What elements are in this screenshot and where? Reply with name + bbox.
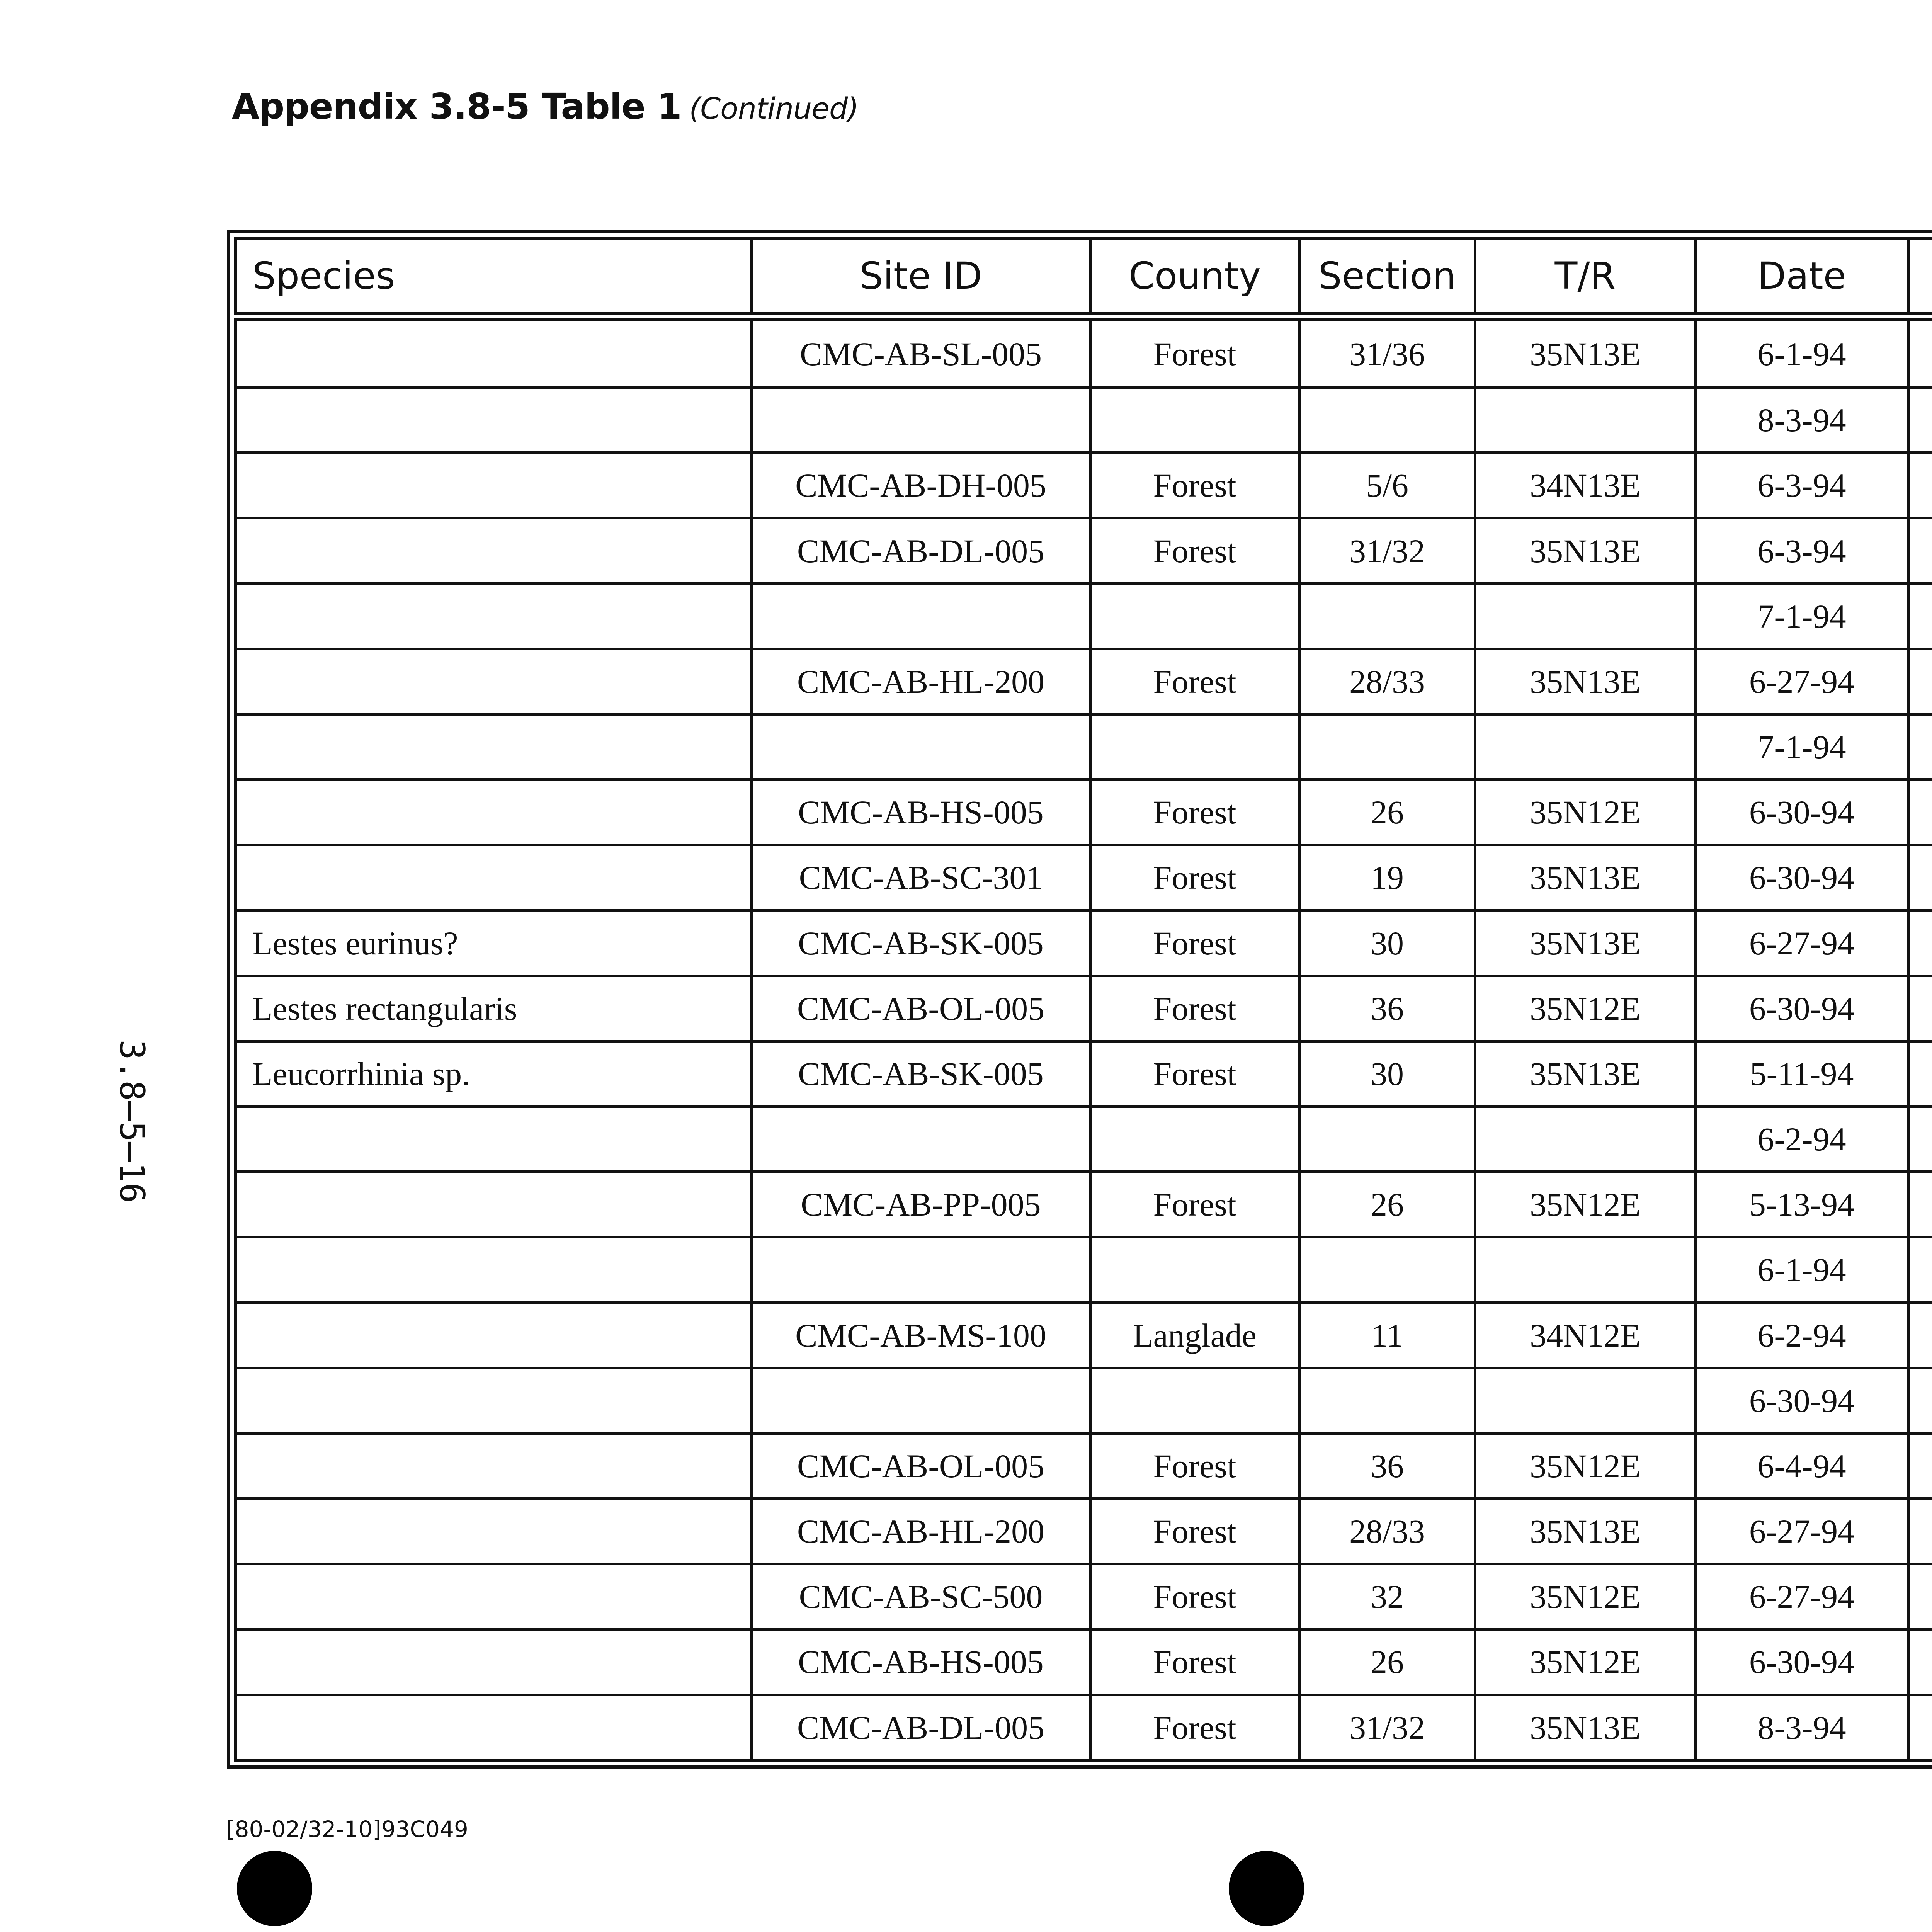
cell-tr: 35N13E [1475, 317, 1696, 388]
cell-site-id: CMC-AB-HS-005 [752, 780, 1090, 845]
cell-county [1090, 388, 1299, 453]
cell-species [236, 1368, 752, 1433]
cell-site-id: CMC-AB-OL-005 [752, 976, 1090, 1041]
cell-county: Forest [1090, 976, 1299, 1041]
table-row [236, 1172, 1932, 1237]
cell-section: 32 [1299, 1564, 1475, 1629]
cell-date: 5-11-94 [1696, 1041, 1908, 1106]
cell-date: 6-27-94 [1696, 910, 1908, 976]
cell-section [1299, 714, 1475, 779]
cell-date: 6-30-94 [1696, 780, 1908, 845]
column-header-site-id: Site ID [752, 238, 1090, 317]
table-heading [232, 86, 859, 127]
cell-date: 8-3-94 [1696, 388, 1908, 453]
table-frame [227, 230, 1932, 1769]
cell-section: 5/6 [1299, 453, 1475, 518]
cell-species [236, 1107, 752, 1172]
cell-species [236, 453, 752, 518]
cell-county: Forest [1090, 518, 1299, 583]
cell-section [1299, 583, 1475, 649]
cell-section [1299, 388, 1475, 453]
column-header-species: Species [236, 238, 752, 317]
cell-section: 26 [1299, 1172, 1475, 1237]
cell-date: 6-30-94 [1696, 976, 1908, 1041]
cell-section: 19 [1299, 845, 1475, 910]
table-row [236, 1041, 1932, 1106]
cell-section [1299, 1368, 1475, 1433]
cell-section: 31/36 [1299, 317, 1475, 388]
cell-site-id: CMC-AB-SK-005 [752, 1041, 1090, 1106]
table-row [236, 583, 1932, 649]
cell-form [1908, 317, 1932, 388]
table-row [236, 780, 1932, 845]
cell-county [1090, 714, 1299, 779]
cell-tr: 35N13E [1475, 910, 1696, 976]
cell-tr: 35N12E [1475, 780, 1696, 845]
cell-county [1090, 1237, 1299, 1303]
cell-species [236, 1695, 752, 1760]
cell-date: 6-27-94 [1696, 1564, 1908, 1629]
cell-species [236, 649, 752, 714]
cell-species [236, 317, 752, 388]
column-header-date: Date [1696, 238, 1908, 317]
cell-county: Forest [1090, 1433, 1299, 1498]
cell-species: Lestes rectangularis [236, 976, 752, 1041]
cell-form [1908, 780, 1932, 845]
table-subtitle: (Continued) [689, 91, 859, 126]
cell-tr: 35N12E [1475, 976, 1696, 1041]
cell-form [1908, 910, 1932, 976]
cell-date: 5-13-94 [1696, 1172, 1908, 1237]
cell-site-id: CMC-AB-HL-200 [752, 649, 1090, 714]
table-title: Appendix 3.8-5 Table 1 [232, 86, 682, 127]
cell-county: Forest [1090, 317, 1299, 388]
cell-species [236, 1172, 752, 1237]
cell-date: 6-30-94 [1696, 845, 1908, 910]
cell-county [1090, 583, 1299, 649]
cell-county: Forest [1090, 649, 1299, 714]
table-row [236, 1564, 1932, 1629]
cell-form [1908, 1695, 1932, 1760]
table-row [236, 1237, 1932, 1303]
cell-section [1299, 1107, 1475, 1172]
cell-county: Forest [1090, 910, 1299, 976]
table-row [236, 317, 1932, 388]
cell-date: 6-3-94 [1696, 518, 1908, 583]
cell-form [1908, 976, 1932, 1041]
cell-county: Forest [1090, 1695, 1299, 1760]
cell-form [1908, 649, 1932, 714]
cell-date: 6-1-94 [1696, 317, 1908, 388]
cell-tr: 35N12E [1475, 1433, 1696, 1498]
cell-site-id [752, 388, 1090, 453]
cell-tr [1475, 1368, 1696, 1433]
cell-species [236, 1237, 752, 1303]
cell-site-id [752, 583, 1090, 649]
table-row [236, 1499, 1932, 1564]
cell-site-id: CMC-AB-HS-005 [752, 1629, 1090, 1695]
table-row [236, 1107, 1932, 1172]
cell-site-id [752, 1107, 1090, 1172]
cell-form [1908, 1499, 1932, 1564]
cell-species [236, 388, 752, 453]
cell-species [236, 518, 752, 583]
cell-tr [1475, 388, 1696, 453]
cell-section: 28/33 [1299, 649, 1475, 714]
cell-section: 31/32 [1299, 1695, 1475, 1760]
page-number: 3.8–5–16 [112, 1039, 152, 1203]
cell-species [236, 1499, 752, 1564]
cell-date: 6-30-94 [1696, 1629, 1908, 1695]
cell-tr: 35N13E [1475, 1499, 1696, 1564]
cell-site-id: CMC-AB-DH-005 [752, 453, 1090, 518]
cell-date: 6-27-94 [1696, 1499, 1908, 1564]
cell-tr [1475, 1107, 1696, 1172]
cell-tr: 34N13E [1475, 453, 1696, 518]
cell-date: 6-1-94 [1696, 1237, 1908, 1303]
cell-form [1908, 1564, 1932, 1629]
table-row [236, 1629, 1932, 1695]
cell-tr: 35N12E [1475, 1172, 1696, 1237]
cell-site-id [752, 714, 1090, 779]
cell-county: Forest [1090, 1564, 1299, 1629]
cell-date: 8-3-94 [1696, 1695, 1908, 1760]
cell-species [236, 1564, 752, 1629]
cell-species [236, 1629, 752, 1695]
cell-date: 6-3-94 [1696, 453, 1908, 518]
cell-tr [1475, 1237, 1696, 1303]
cell-section [1299, 1237, 1475, 1303]
cell-tr: 35N13E [1475, 518, 1696, 583]
table-row [236, 1433, 1932, 1498]
cell-form [1908, 453, 1932, 518]
cell-form [1908, 1107, 1932, 1172]
cell-date: 6-30-94 [1696, 1368, 1908, 1433]
cell-form [1908, 1433, 1932, 1498]
cell-county: Forest [1090, 845, 1299, 910]
cell-form [1908, 1237, 1932, 1303]
cell-tr: 35N12E [1475, 1564, 1696, 1629]
table-row [236, 910, 1932, 976]
header-row [236, 238, 1932, 317]
cell-species: Leucorrhinia sp. [236, 1041, 752, 1106]
cell-site-id: CMC-AB-HL-200 [752, 1499, 1090, 1564]
cell-section: 30 [1299, 1041, 1475, 1106]
cell-tr: 35N13E [1475, 845, 1696, 910]
binder-hole-left [237, 1851, 312, 1926]
cell-species [236, 845, 752, 910]
cell-form [1908, 1172, 1932, 1237]
document-code: [80-02/32-10]93C049 [226, 1816, 468, 1842]
cell-date: 6-2-94 [1696, 1107, 1908, 1172]
cell-form [1908, 1629, 1932, 1695]
cell-site-id [752, 1237, 1090, 1303]
cell-section: 26 [1299, 780, 1475, 845]
cell-date: 6-2-94 [1696, 1303, 1908, 1368]
cell-section: 28/33 [1299, 1499, 1475, 1564]
cell-site-id: CMC-AB-DL-005 [752, 1695, 1090, 1760]
column-header-form [1908, 238, 1932, 317]
cell-county: Forest [1090, 780, 1299, 845]
cell-site-id [752, 1368, 1090, 1433]
cell-form [1908, 583, 1932, 649]
table-row [236, 976, 1932, 1041]
cell-tr: 35N12E [1475, 1629, 1696, 1695]
cell-form [1908, 714, 1932, 779]
cell-site-id: CMC-AB-PP-005 [752, 1172, 1090, 1237]
cell-county: Forest [1090, 1629, 1299, 1695]
cell-section: 11 [1299, 1303, 1475, 1368]
cell-section: 31/32 [1299, 518, 1475, 583]
cell-tr: 34N12E [1475, 1303, 1696, 1368]
cell-form [1908, 1303, 1932, 1368]
cell-date: 6-27-94 [1696, 649, 1908, 714]
cell-section: 26 [1299, 1629, 1475, 1695]
species-table [234, 237, 1932, 1762]
column-header-section: Section [1299, 238, 1475, 317]
cell-species: Lestes eurinus? [236, 910, 752, 976]
cell-site-id: CMC-AB-SC-500 [752, 1564, 1090, 1629]
table-row [236, 518, 1932, 583]
cell-site-id: CMC-AB-SC-301 [752, 845, 1090, 910]
cell-species [236, 1303, 752, 1368]
cell-county: Forest [1090, 1041, 1299, 1106]
cell-form [1908, 1368, 1932, 1433]
cell-site-id: CMC-AB-OL-005 [752, 1433, 1090, 1498]
cell-county: Langlade [1090, 1303, 1299, 1368]
cell-section: 30 [1299, 910, 1475, 976]
cell-county: Forest [1090, 1499, 1299, 1564]
cell-county [1090, 1107, 1299, 1172]
cell-site-id: CMC-AB-DL-005 [752, 518, 1090, 583]
table-row [236, 1695, 1932, 1760]
table-row [236, 714, 1932, 779]
cell-form [1908, 518, 1932, 583]
cell-county [1090, 1368, 1299, 1433]
table-row [236, 388, 1932, 453]
binder-hole-center [1229, 1851, 1304, 1926]
cell-site-id: CMC-AB-SK-005 [752, 910, 1090, 976]
cell-tr: 35N13E [1475, 649, 1696, 714]
cell-site-id: CMC-AB-SL-005 [752, 317, 1090, 388]
cell-site-id: CMC-AB-MS-100 [752, 1303, 1090, 1368]
cell-date: 7-1-94 [1696, 583, 1908, 649]
table-row [236, 1303, 1932, 1368]
cell-form [1908, 845, 1932, 910]
cell-tr [1475, 714, 1696, 779]
column-header-tr: T/R [1475, 238, 1696, 317]
cell-county: Forest [1090, 1172, 1299, 1237]
cell-date: 7-1-94 [1696, 714, 1908, 779]
cell-species [236, 1433, 752, 1498]
table-row [236, 1368, 1932, 1433]
table-row [236, 453, 1932, 518]
cell-date: 6-4-94 [1696, 1433, 1908, 1498]
column-header-county: County [1090, 238, 1299, 317]
cell-tr: 35N13E [1475, 1695, 1696, 1760]
table-row [236, 649, 1932, 714]
cell-form [1908, 388, 1932, 453]
cell-species [236, 780, 752, 845]
cell-tr [1475, 583, 1696, 649]
cell-section: 36 [1299, 976, 1475, 1041]
table-body [236, 317, 1932, 1760]
cell-section: 36 [1299, 1433, 1475, 1498]
table-row [236, 845, 1932, 910]
cell-county: Forest [1090, 453, 1299, 518]
cell-species [236, 714, 752, 779]
cell-species [236, 583, 752, 649]
cell-form [1908, 1041, 1932, 1106]
cell-tr: 35N13E [1475, 1041, 1696, 1106]
